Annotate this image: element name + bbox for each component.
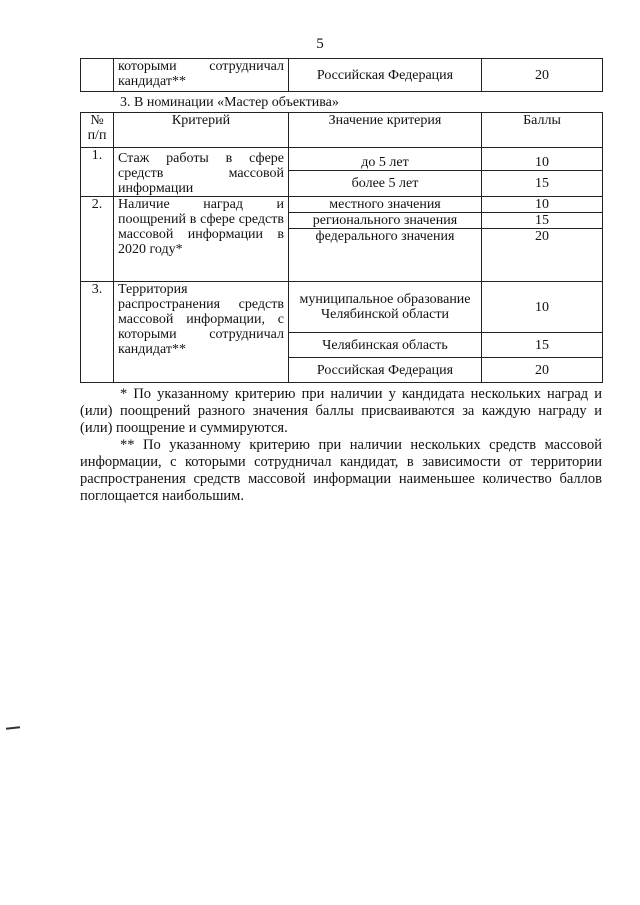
continued-table [80,58,603,92]
criterion-text: Территория распространения средств массовой информации, с которыми сотрудничал кандидат** [118,282,284,357]
header-number: № п/п [81,113,114,148]
row-number-cell [81,59,114,92]
header-criterion: Критерий [114,113,289,148]
table-header-row [81,113,603,148]
table-row [81,148,603,171]
points-cell: 20 [482,229,603,282]
criterion-text: Наличие наград и поощрений в сфере средств массовой информации в 2020 году* [118,197,284,257]
header-points: Баллы [482,113,603,148]
value-cell: Челябинская область [289,333,482,358]
value-cell: регионального значения [289,213,482,229]
row-number: 2. [81,197,114,282]
points-cell: 20 [482,59,603,92]
value-cell: до 5 лет [289,148,482,171]
header-value: Значение критерия [289,113,482,148]
footnote: ** По указанному критерию при наличии нескольких средств массовой информации, с которыми сотрудничал кандидат, в зависимости от территории распространения средств массовой информации наименьшее количество баллов поглощается наибольшим. [80,437,602,504]
criteria-table [80,112,603,383]
criterion-cell [114,148,289,197]
points-cell: 10 [482,197,603,213]
criterion-text: которыми сотрудничал [118,59,284,74]
table-row [81,197,603,213]
footnotes [80,386,602,505]
value-cell: Российская Федерация [289,358,482,383]
points-cell: 10 [482,148,603,171]
criterion-cell [114,282,289,383]
points-cell: 20 [482,358,603,383]
value-cell: федерального значения [289,229,482,282]
row-number: 1. [81,148,114,197]
criterion-text: кандидат** [118,74,187,89]
value-cell: Российская Федерация [289,59,482,92]
points-cell: 15 [482,171,603,197]
criterion-cell [114,59,289,92]
footnote: * По указанному критерию при наличии у кандидата нескольких наград и (или) поощрений разного значения баллы присваиваются за каждую награду и (или) поощрение и суммируются. [80,386,602,436]
page-number: 5 [316,36,324,52]
points-cell: 15 [482,333,603,358]
value-cell: местного значения [289,197,482,213]
row-number: 3. [81,282,114,383]
table-row [81,282,603,333]
table-row [81,59,603,92]
points-cell: 10 [482,282,603,333]
value-cell: муниципальное образование Челябинской области [289,282,482,333]
criterion-cell [114,197,289,282]
value-cell: более 5 лет [289,171,482,197]
points-cell: 15 [482,213,603,229]
scan-mark [6,726,20,729]
section-title: 3. В номинации «Мастер объектива» [120,95,339,110]
criterion-text: Стаж работы в сфере средств массовой информации [118,151,284,196]
